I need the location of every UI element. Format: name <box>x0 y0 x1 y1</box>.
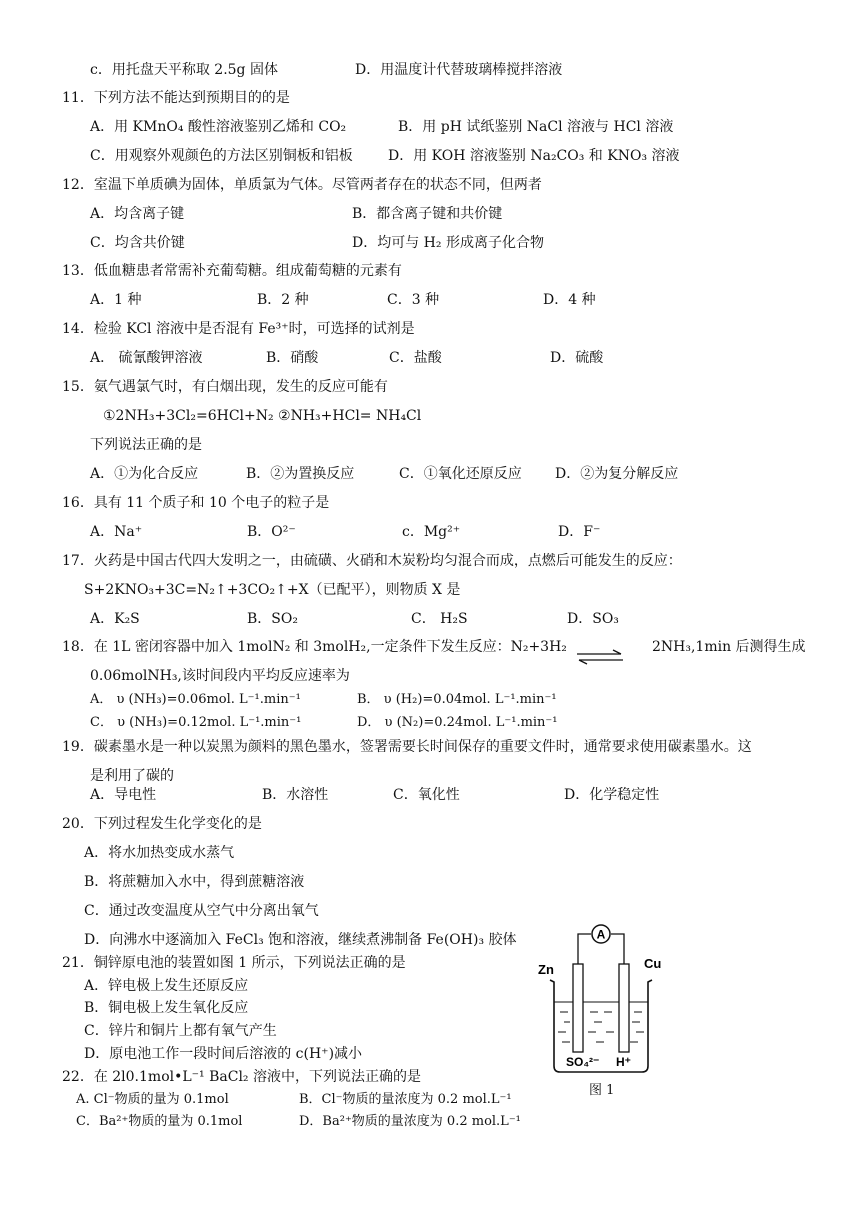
option-text: C．均含共价键 <box>90 235 185 251</box>
option-text: D．硫酸 <box>550 350 604 366</box>
option-text: C．Ba²⁺物质的量为 0.1mol <box>76 1114 243 1129</box>
option-text: D． υ (N₂)=0.24mol. L⁻¹.min⁻¹ <box>357 715 558 730</box>
text-line: 17．火药是中国古代四大发明之一，由硫磺、火硝和木炭粉均匀混合而成，点燃后可能发生的反应： <box>62 553 682 569</box>
text-line: A．将水加热变成水蒸气 <box>84 845 235 861</box>
text-line: D．向沸水中逐滴加入 FeCl₃ 饱和溶液，继续煮沸制备 Fe(OH)₃ 胶体 <box>84 932 517 948</box>
option-text: 18．在 1L 密闭容器中加入 1molN₂ 和 3molH₂,一定条件下发生反应：N₂+3H₂ <box>62 639 567 655</box>
figure-caption: 图 1 <box>589 1083 615 1098</box>
option-text: A． 硫氰酸钾溶液 <box>90 350 203 366</box>
hydrogen-ion-label: H⁺ <box>616 1055 631 1069</box>
equilibrium-arrow-icon <box>575 648 625 666</box>
option-text: A．1 种 <box>90 292 142 308</box>
text-line: 下列说法正确的是 <box>90 437 202 453</box>
option-text: D．用温度计代替玻璃棒搅拌溶液 <box>355 62 563 78</box>
text-line: 15．氨气遇氯气时，有白烟出现，发生的反应可能有 <box>62 379 388 395</box>
text-line: 14．检验 KCl 溶液中是否混有 Fe³⁺时，可选择的试剂是 <box>62 321 415 337</box>
option-text: B． υ (H₂)=0.04mol. L⁻¹.min⁻¹ <box>357 692 557 707</box>
option-text: C． H₂S <box>411 611 468 627</box>
text-line: S+2KNO₃+3C=N₂↑+3CO₂↑+X（已配平），则物质 X 是 <box>84 582 461 598</box>
option-text: B．O²⁻ <box>247 524 296 540</box>
option-text: A．①为化合反应 <box>90 466 199 482</box>
text-line: 0.06molNH₃,该时间段内平均反应速率为 <box>90 668 350 684</box>
galvanic-cell-diagram <box>536 922 666 1082</box>
text-line: 20．下列过程发生化学变化的是 <box>62 816 262 832</box>
text-line: D．原电池工作一段时间后溶液的 c(H⁺)减小 <box>84 1046 363 1062</box>
option-text: B．都含离子键和共价键 <box>352 206 503 222</box>
option-text: A. Cl⁻物质的量为 0.1mol <box>76 1092 229 1107</box>
option-text: D．4 种 <box>543 292 596 308</box>
option-text: B．水溶性 <box>262 787 329 803</box>
text-line: B．铜电极上发生氧化反应 <box>84 1000 249 1016</box>
galvanic-cell-figure <box>536 922 666 1082</box>
option-text: 2NH₃,1min 后测得生成 <box>652 639 806 655</box>
option-text: D．均可与 H₂ 形成离子化合物 <box>352 235 544 251</box>
option-text: B．SO₂ <box>247 611 298 627</box>
option-text: C．①氧化还原反应 <box>399 466 522 482</box>
text-line: 22．在 2l0.1mol•L⁻¹ BaCl₂ 溶液中，下列说法正确的是 <box>62 1069 421 1085</box>
option-text: D．F⁻ <box>558 524 601 540</box>
option-text: B．用 pH 试纸鉴别 NaCl 溶液与 HCl 溶液 <box>398 119 674 135</box>
text-line: 11．下列方法不能达到预期目的的是 <box>62 90 290 106</box>
option-text: B．2 种 <box>257 292 309 308</box>
text-line: C．锌片和铜片上都有氧气产生 <box>84 1023 277 1039</box>
sulfate-ion-label: SO₄²⁻ <box>566 1055 600 1069</box>
option-text: D．SO₃ <box>567 611 619 627</box>
option-text: C．盐酸 <box>389 350 442 366</box>
option-text: C． υ (NH₃)=0.12mol. L⁻¹.min⁻¹ <box>90 715 302 730</box>
text-line: ①2NH₃+3Cl₂=6HCl+N₂ ②NH₃+HCl= NH₄Cl <box>103 408 422 424</box>
text-line: 19．碳素墨水是一种以炭黑为颜料的黑色墨水，签署需要长时间保存的重要文件时，通常要求使用碳素墨水。这 <box>62 739 752 755</box>
text-line: A．锌电极上发生还原反应 <box>84 978 249 994</box>
option-text: C．3 种 <box>387 292 440 308</box>
option-text: A．导电性 <box>90 787 157 803</box>
option-text: C．氧化性 <box>393 787 460 803</box>
option-text: D．②为复分解反应 <box>555 466 679 482</box>
ammeter-label: A <box>596 927 606 942</box>
option-text: B．②为置换反应 <box>246 466 355 482</box>
option-text: D．Ba²⁺物质的量浓度为 0.2 mol.L⁻¹ <box>299 1114 521 1129</box>
text-line: 16．具有 11 个质子和 10 个电子的粒子是 <box>62 495 330 511</box>
text-line: 13．低血糖患者常需补充葡萄糖。组成葡萄糖的元素有 <box>62 263 402 279</box>
option-text: A．均含离子键 <box>90 206 185 222</box>
text-line: B．将蔗糖加入水中，得到蔗糖溶液 <box>84 874 305 890</box>
option-text: c．用托盘天平称取 2.5g 固体 <box>90 62 278 78</box>
option-text: C．用观察外观颜色的方法区别铜板和铝板 <box>90 148 353 164</box>
option-text: B．硝酸 <box>266 350 319 366</box>
text-line: C．通过改变温度从空气中分离出氧气 <box>84 903 319 919</box>
option-text: D．用 KOH 溶液鉴别 Na₂CO₃ 和 KNO₃ 溶液 <box>388 148 680 164</box>
option-text: A． υ (NH₃)=0.06mol. L⁻¹.min⁻¹ <box>90 692 301 707</box>
zn-electrode-label: Zn <box>538 962 554 977</box>
option-text: A．K₂S <box>90 611 140 627</box>
text-line: 21．铜锌原电池的装置如图 1 所示，下列说法正确的是 <box>62 955 406 971</box>
text-line: 是利用了碳的 <box>90 768 174 784</box>
cu-electrode-label: Cu <box>644 956 662 971</box>
option-text: B．Cl⁻物质的量浓度为 0.2 mol.L⁻¹ <box>299 1092 512 1107</box>
option-text: A．用 KMnO₄ 酸性溶液鉴别乙烯和 CO₂ <box>90 119 347 135</box>
option-text: D．化学稳定性 <box>564 787 660 803</box>
option-text: A．Na⁺ <box>90 524 143 540</box>
text-line: 12．室温下单质碘为固体，单质氯为气体。尽管两者存在的状态不同，但两者 <box>62 177 542 193</box>
option-text: c．Mg²⁺ <box>402 524 461 540</box>
